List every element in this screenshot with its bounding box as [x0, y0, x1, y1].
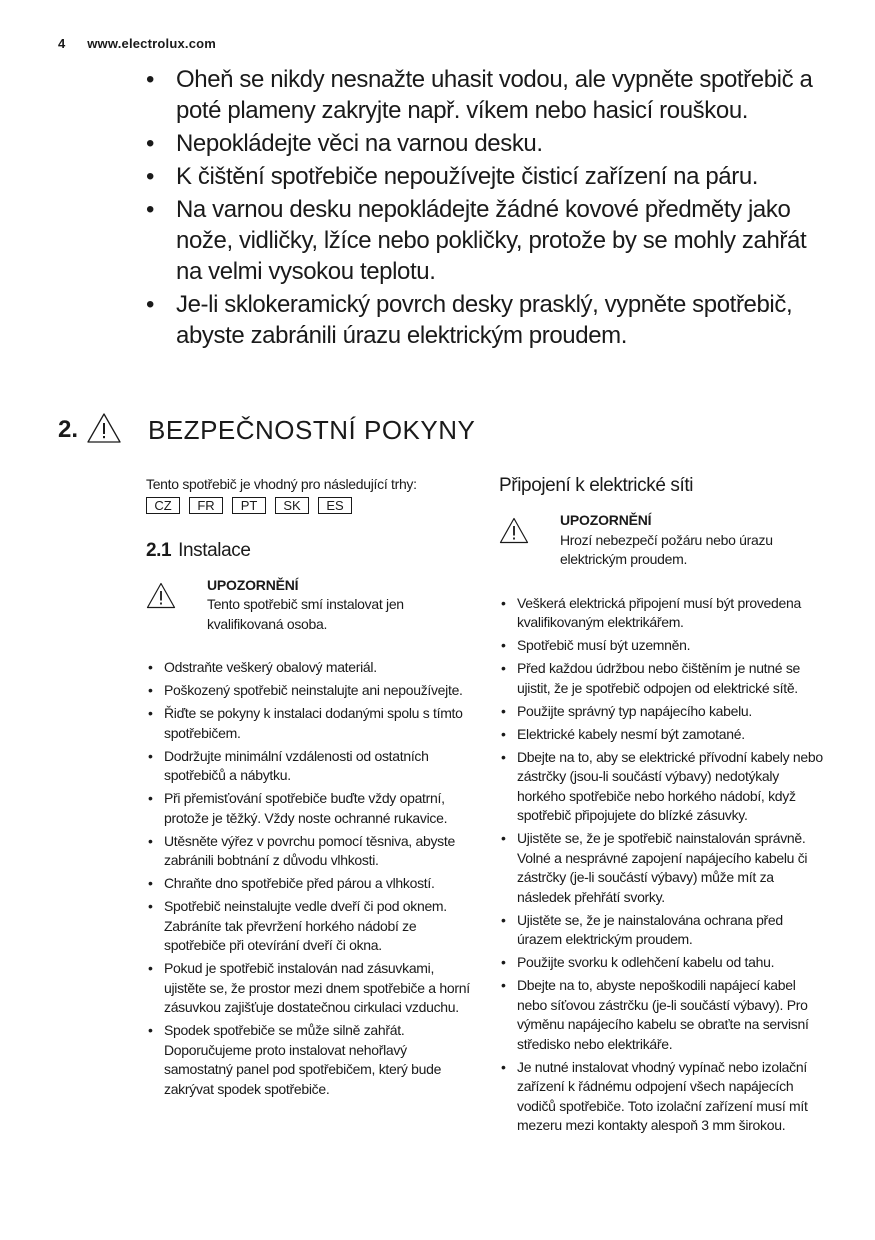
list-item: • Pokud je spotřebič instalován nad zásuvkami, ujistěte se, že prostor mezi dnem spotřebiče a horní zásuvkou zajišťuje dostatečnou cirkulaci vzduchu. [146, 959, 476, 1018]
list-item: • Chraňte dno spotřebiče před párou a vlhkostí. [146, 874, 476, 894]
list-item: • Spotřebič musí být uzemněn. [499, 636, 829, 656]
market-badge: ES [318, 497, 352, 514]
markets-intro: Tento spotřebič je vhodný pro následující trhy: [146, 476, 417, 492]
page-header [58, 36, 216, 51]
right-column [499, 475, 829, 1139]
list-item: • Ujistěte se, že je spotřebič nainstalován správně. Volné a nesprávné zapojení napájecího kabelu či zástrčky (je-li součástí výbavy) může mít za následek přehřátí svorky. [499, 829, 829, 907]
list-item: • Použijte správný typ napájecího kabelu. [499, 702, 829, 722]
market-list [146, 497, 476, 514]
top-safety-list [146, 64, 826, 353]
warning-title: UPOZORNĚNÍ [207, 576, 299, 593]
website-link[interactable]: www.electrolux.com [87, 36, 217, 51]
section-heading [58, 410, 475, 450]
market-badge: SK [275, 497, 309, 514]
market-badge: FR [189, 497, 223, 514]
list-item: • Nepokládejte věci na varnou desku. [146, 128, 826, 159]
list-item: • Je nutné instalovat vhodný vypínač nebo izolační zařízení k řádnému odpojení všech napájecích vodičů spotřebiče. Toto izolační zařízení musí mít mezeru mezi kontakty alespoň 3 mm širokou. [499, 1058, 829, 1136]
electrical-heading: Připojení k elektrické síti [499, 475, 694, 496]
list-item: • Použijte svorku k odlehčení kabelu od tahu. [499, 953, 829, 973]
section-number: 2. [58, 416, 79, 443]
installation-warning [146, 576, 476, 635]
list-item: • Na varnou desku nepokládejte žádné kovové předměty jako nože, vidličky, lžíce nebo pokličky, protože by se mohly zahřát na velmi vysokou teplotu. [146, 194, 826, 287]
page-number: 4 [58, 36, 66, 51]
list-item: • Spodek spotřebiče se může silně zahřát. Doporučujeme proto instalovat nehořlavý samostatný panel pod spotřebičem, který bude zakrývat spodek spotřebiče. [146, 1021, 476, 1099]
list-item: • Dbejte na to, aby se elektrické přívodní kabely nebo zástrčky (jsou-li součástí výbavy) nedotýkaly horkého spotřebiče nebo horkého nádobí, když spotřebič připojujete do blízké zásuvky. [499, 748, 829, 826]
list-item: • Oheň se nikdy nesnažte uhasit vodou, ale vypněte spotřebič a poté plameny zakryjte např. víkem nebo hasicí rouškou. [146, 64, 826, 126]
left-column [146, 475, 476, 1103]
list-item: • Veškerá elektrická připojení musí být provedena kvalifikovaným elektrikářem. [499, 594, 829, 633]
list-item: • Dodržujte minimální vzdálenosti od ostatních spotřebičů a nábytku. [146, 747, 476, 786]
list-item: • Spotřebič neinstalujte vedle dveří či pod oknem. Zabráníte tak převržení horkého nádobí ze spotřebiče při otevírání dveří či okna. [146, 897, 476, 956]
market-badge: CZ [146, 497, 180, 514]
list-item: • Řiďte se pokyny k instalaci dodanými spolu s tímto spotřebičem. [146, 704, 476, 743]
list-item: • Dbejte na to, abyste nepoškodili napájecí kabel nebo síťovou zástrčku (je-li součástí výbavy). Pro výměnu napájecího kabelu se obraťte na servisní středisko nebo elektrikáře. [499, 976, 829, 1054]
section-title: BEZPEČNOSTNÍ POKYNY [148, 414, 476, 445]
electrical-list [499, 594, 829, 1136]
warning-text: Tento spotřebič smí instalovat jen kvalifikovaná osoba. [207, 596, 404, 632]
subsection-number: 2.1 [146, 539, 172, 561]
list-item: • Před každou údržbou nebo čištěním je nutné se ujistit, že je spotřebič odpojen od elektrické sítě. [499, 659, 829, 698]
electrical-warning [499, 511, 829, 570]
list-item: • Odstraňte veškerý obalový materiál. [146, 658, 476, 678]
installation-list [146, 658, 476, 1099]
warning-text: Hrozí nebezpečí požáru nebo úrazu elektrickým proudem. [560, 531, 773, 567]
warning-triangle-icon [146, 576, 207, 635]
list-item: • Utěsněte výřez v povrchu pomocí těsniva, abyste zabránili bobtnání z důvodu vlhkosti. [146, 832, 476, 871]
warning-title: UPOZORNĚNÍ [560, 512, 652, 528]
list-item: • Ujistěte se, že je nainstalována ochrana před úrazem elektrickým proudem. [499, 911, 829, 950]
subsection-title: Instalace [178, 539, 251, 561]
list-item: • Při přemisťování spotřebiče buďte vždy opatrní, protože je těžký. Vždy noste ochranné rukavice. [146, 789, 476, 828]
list-item: • K čištění spotřebiče nepoužívejte čisticí zařízení na páru. [146, 161, 826, 192]
list-item: • Elektrické kabely nesmí být zamotané. [499, 725, 829, 745]
market-badge: PT [232, 497, 266, 514]
list-item: • Poškozený spotřebič neinstalujte ani nepoužívejte. [146, 681, 476, 701]
list-item: • Je-li sklokeramický povrch desky prasklý, vypněte spotřebič, abyste zabránili úrazu elektrickým proudem. [146, 289, 826, 351]
warning-triangle-icon [499, 511, 560, 570]
subsection-heading [146, 540, 476, 562]
warning-triangle-icon [86, 412, 122, 449]
